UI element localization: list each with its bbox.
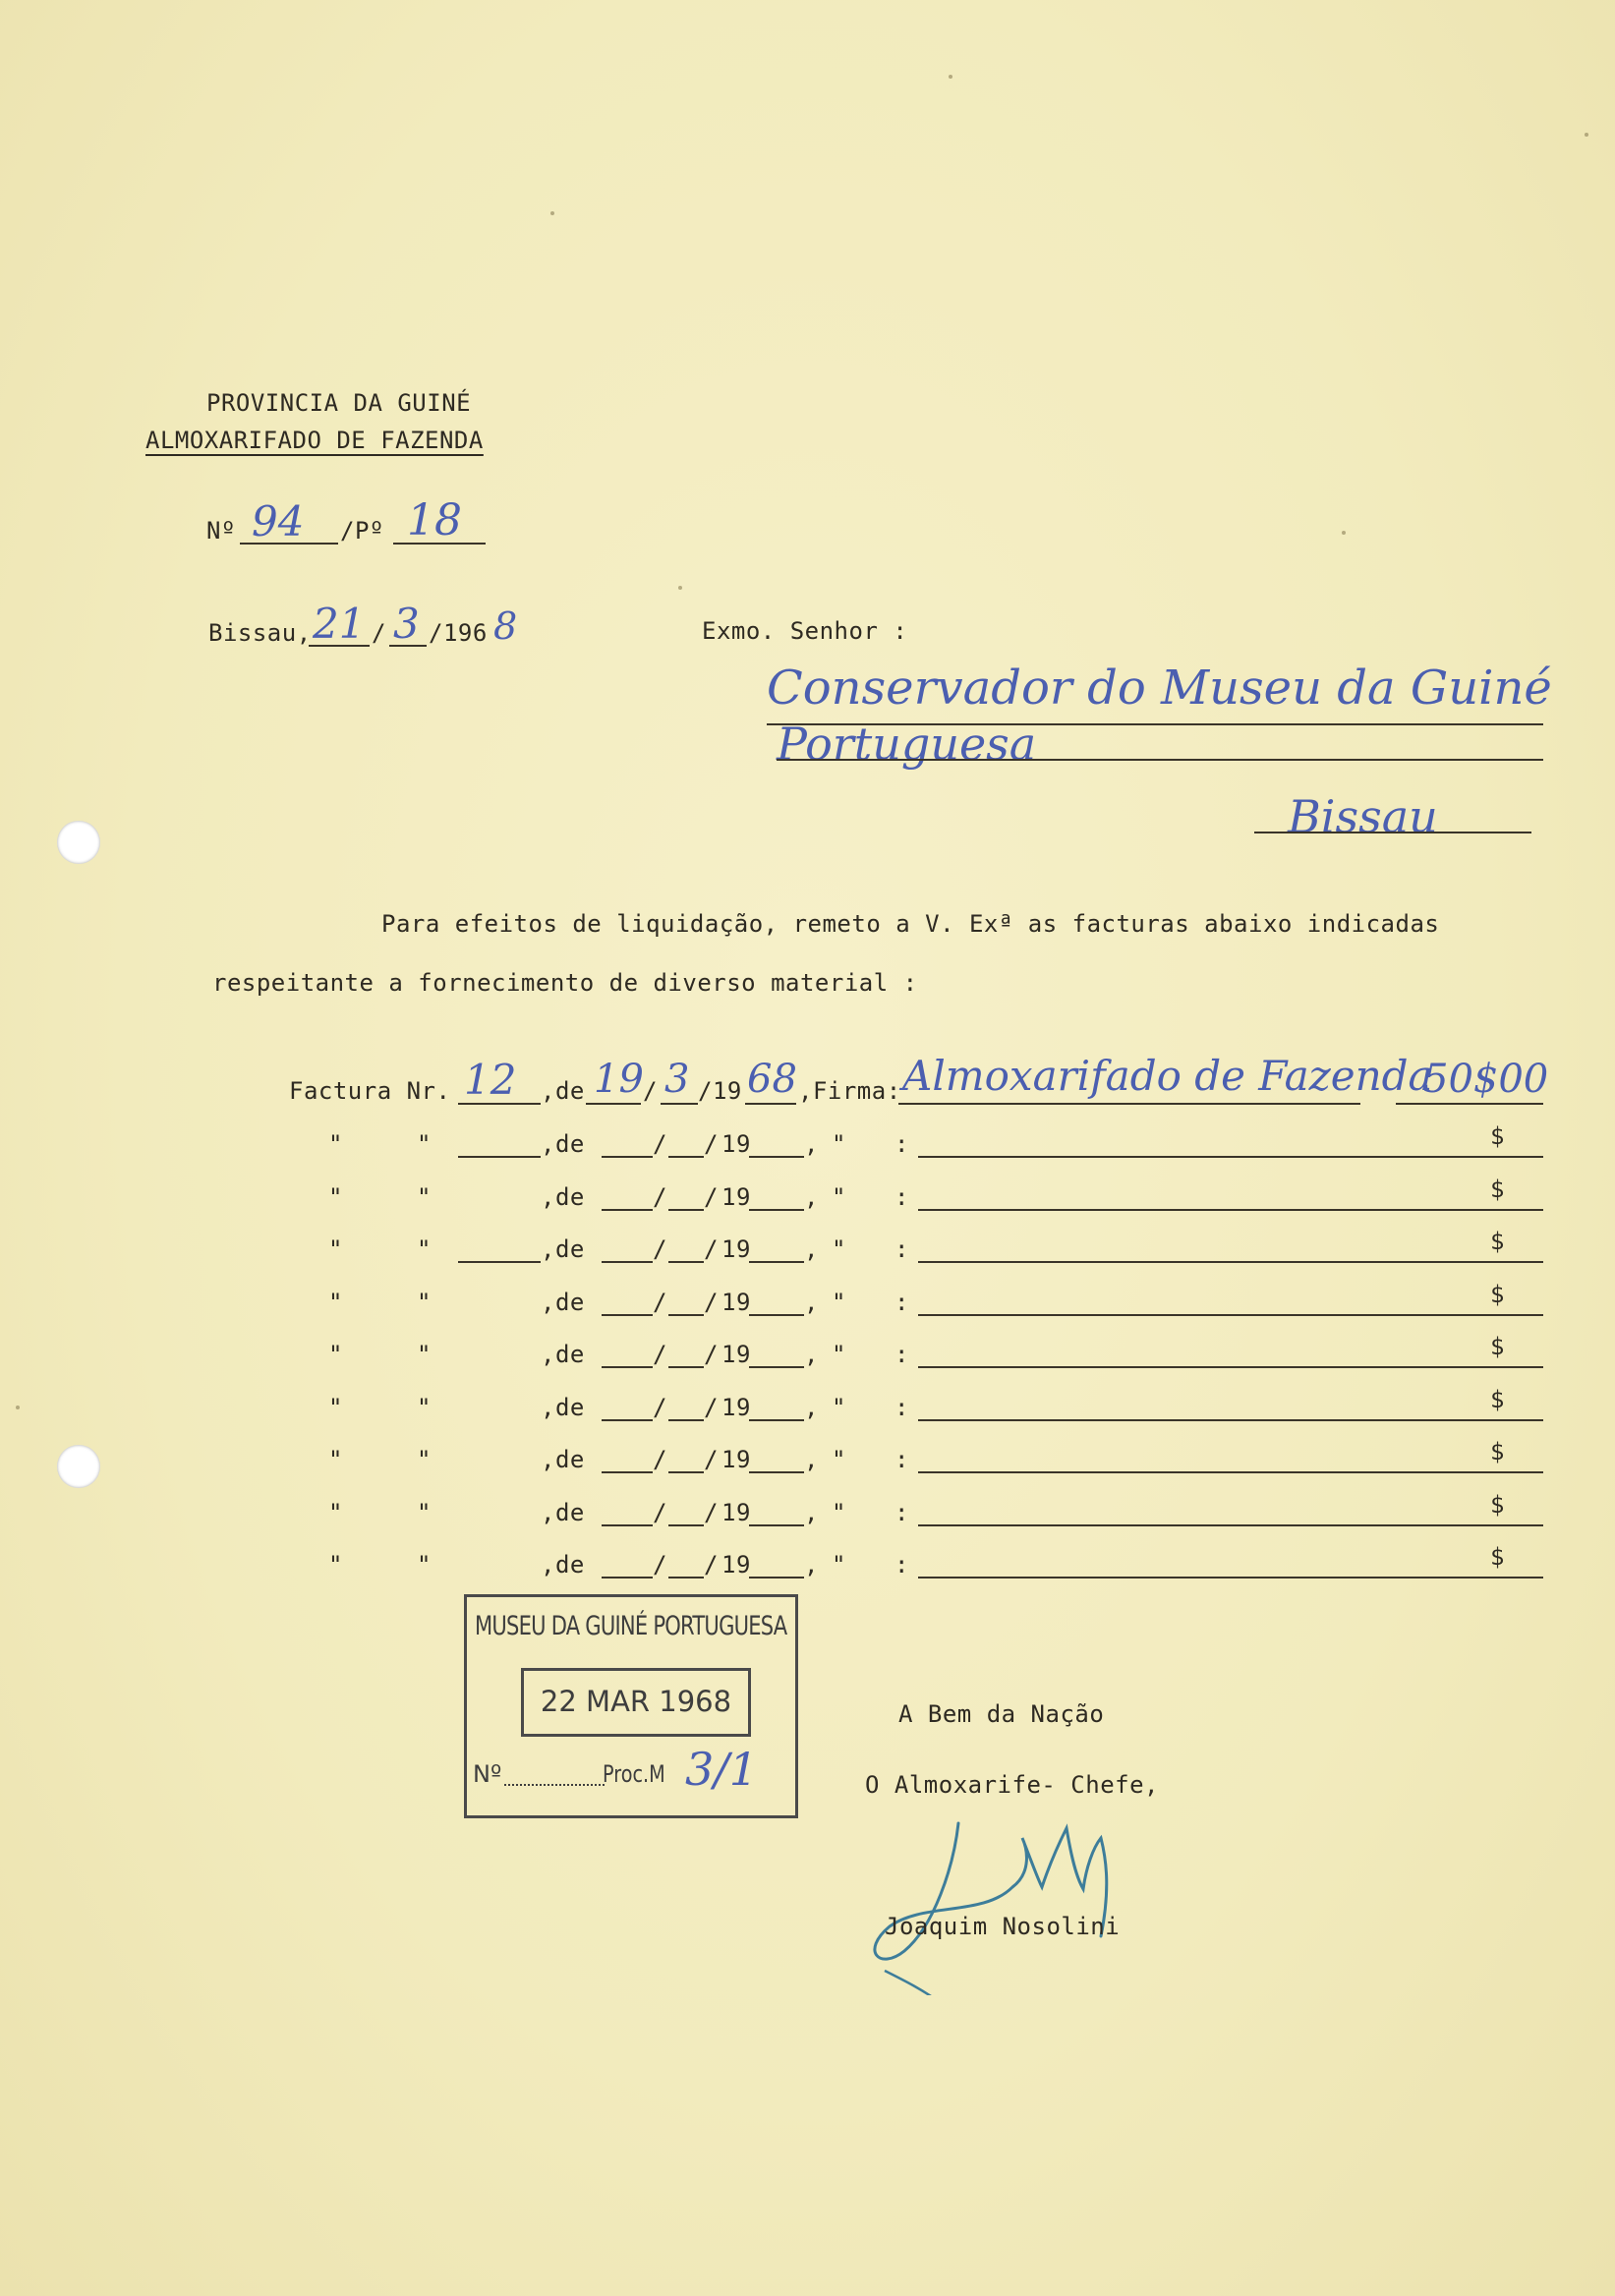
row-comma: , [804,1394,819,1421]
paper-speck [16,1406,20,1409]
date-year-digit: 8 [493,604,518,648]
ditto-mark-2: " [417,1130,432,1158]
row-colon: : [894,1183,909,1211]
row-de-label: ,de [541,1130,585,1158]
paper-speck [550,211,554,215]
row-slash: / [653,1499,667,1526]
row-firma-line [918,1209,1543,1211]
row-year-line [749,1524,804,1526]
row-currency: $ [1490,1228,1505,1255]
ditto-mark-3: " [832,1130,846,1158]
row-year-line [749,1366,804,1368]
paper-speck [1342,531,1346,535]
row-slash: / [653,1183,667,1211]
ditto-mark-1: " [328,1551,343,1578]
row-month-line [668,1209,704,1211]
row-day-line [602,1577,653,1578]
reference-no-label: Nº [206,517,236,545]
body-line1: Para efeitos de liquidação, remeto a V. Exª as facturas abaixo indicadas [381,910,1440,938]
row-currency: $ [1490,1333,1505,1360]
row-year-line [749,1419,804,1421]
row-de-label: ,de [541,1394,585,1421]
row-month-line [668,1577,704,1578]
factura-year-suffix: 68 [747,1057,797,1102]
stamp-proc-value: 3/1 [685,1743,759,1796]
row-day-line [602,1366,653,1368]
row-day-line [602,1419,653,1421]
row-de-label: ,de [541,1499,585,1526]
row-month-line [668,1471,704,1473]
row-currency: $ [1490,1281,1505,1308]
ditto-mark-2: " [417,1289,432,1316]
row-number-line [458,1156,541,1158]
factura-amount-line [1396,1103,1543,1105]
row-month-line [668,1419,704,1421]
row-firma-line [918,1261,1543,1263]
row-currency: $ [1490,1386,1505,1413]
closing-title: O Almoxarife- Chefe, [865,1771,1159,1799]
factura-firma-value: Almoxarifado de Fazenda [902,1052,1433,1100]
ditto-mark-2: " [417,1394,432,1421]
row-slash: / [704,1289,719,1316]
ditto-mark-1: " [328,1341,343,1368]
date-slash: / [372,619,386,647]
row-colon: : [894,1341,909,1368]
ditto-mark-3: " [832,1446,846,1473]
factura-firma-line [898,1103,1360,1105]
row-slash: / [704,1341,719,1368]
ditto-mark-3: " [832,1341,846,1368]
row-currency: $ [1490,1122,1505,1150]
row-slash: / [704,1394,719,1421]
row-comma: , [804,1235,819,1263]
row-year-label: 19 [721,1446,751,1473]
factura-month-line [661,1103,698,1105]
row-colon: : [894,1551,909,1578]
row-year-label: 19 [721,1235,751,1263]
reference-pg-value: 18 [407,495,462,545]
stamp-date-box [521,1668,751,1737]
row-colon: : [894,1499,909,1526]
factura-amount: 50$00 [1423,1057,1549,1102]
ditto-mark-1: " [328,1446,343,1473]
date-place: Bissau, [208,619,312,647]
paper-speck [678,586,682,590]
row-colon: : [894,1130,909,1158]
body-line2: respeitante a fornecimento de diverso material : [212,969,918,997]
row-number-line [458,1261,541,1263]
row-slash: / [704,1235,719,1263]
row-slash: / [704,1446,719,1473]
row-de-label: ,de [541,1235,585,1263]
row-slash: / [704,1130,719,1158]
factura-number: 12 [464,1056,517,1104]
date-month: 3 [393,600,420,648]
row-firma-line [918,1577,1543,1578]
row-day-line [602,1261,653,1263]
department-heading: ALMOXARIFADO DE FAZENDA [145,427,484,454]
ditto-mark-2: " [417,1499,432,1526]
row-month-line [668,1314,704,1316]
row-firma-line [918,1366,1543,1368]
stamp-proc-label: Proc.M [603,1760,665,1788]
ditto-mark-3: " [832,1499,846,1526]
row-firma-line [918,1314,1543,1316]
reference-pg-label: /Pº [340,517,384,545]
row-slash: / [653,1551,667,1578]
row-comma: , [804,1341,819,1368]
row-colon: : [894,1289,909,1316]
ditto-mark-3: " [832,1289,846,1316]
row-day-line [602,1524,653,1526]
row-currency: $ [1490,1491,1505,1519]
row-year-line [749,1577,804,1578]
ditto-mark-3: " [832,1183,846,1211]
row-de-label: ,de [541,1341,585,1368]
row-de-label: ,de [541,1446,585,1473]
row-year-line [749,1261,804,1263]
row-year-line [749,1471,804,1473]
ditto-mark-1: " [328,1394,343,1421]
date-year-prefix: /196 [429,619,488,647]
ditto-mark-1: " [328,1289,343,1316]
addressee-line1: Conservador do Museu da Guiné [767,660,1552,716]
factura-label: Factura Nr. [289,1077,451,1105]
factura-slash: / [643,1077,658,1105]
museum-receipt-stamp [464,1594,798,1818]
row-currency: $ [1490,1438,1505,1465]
row-comma: , [804,1183,819,1211]
punch-hole-top [57,821,100,864]
stamp-date: 22 MAR 1968 [540,1685,732,1718]
factura-day-line [586,1103,641,1105]
stamp-no-dots [504,1784,605,1786]
row-comma: , [804,1130,819,1158]
row-comma: , [804,1446,819,1473]
paper-speck [949,75,952,79]
factura-day: 19 [594,1057,644,1102]
row-colon: : [894,1394,909,1421]
addressee-line2-rule [777,759,1543,761]
row-currency: $ [1490,1176,1505,1203]
closing-motto: A Bem da Nação [898,1700,1105,1728]
row-slash: / [653,1446,667,1473]
row-slash: / [653,1341,667,1368]
ditto-mark-3: " [832,1394,846,1421]
ditto-mark-3: " [832,1235,846,1263]
row-de-label: ,de [541,1289,585,1316]
row-colon: : [894,1446,909,1473]
row-year-label: 19 [721,1130,751,1158]
ditto-mark-2: " [417,1446,432,1473]
row-year-label: 19 [721,1551,751,1578]
row-firma-line [918,1524,1543,1526]
row-day-line [602,1209,653,1211]
factura-de: ,de [541,1077,585,1105]
row-year-label: 19 [721,1289,751,1316]
province-heading: PROVINCIA DA GUINÉ [206,389,472,417]
addressee-line2: Portuguesa [777,718,1037,771]
row-de-label: ,de [541,1183,585,1211]
ditto-mark-2: " [417,1341,432,1368]
row-day-line [602,1314,653,1316]
row-firma-line [918,1471,1543,1473]
stamp-no-label: Nº [473,1760,502,1788]
row-day-line [602,1471,653,1473]
row-year-label: 19 [721,1341,751,1368]
ditto-mark-2: " [417,1235,432,1263]
ditto-mark-1: " [328,1499,343,1526]
row-year-label: 19 [721,1499,751,1526]
factura-month: 3 [664,1057,690,1102]
row-month-line [668,1366,704,1368]
row-colon: : [894,1235,909,1263]
row-day-line [602,1156,653,1158]
row-year-line [749,1209,804,1211]
ditto-mark-2: " [417,1183,432,1211]
row-slash: / [653,1289,667,1316]
row-firma-line [918,1156,1543,1158]
row-year-label: 19 [721,1394,751,1421]
ditto-mark-2: " [417,1551,432,1578]
row-month-line [668,1156,704,1158]
addressee-line3-rule [1254,832,1531,833]
row-comma: , [804,1499,819,1526]
row-slash: / [653,1394,667,1421]
signatory-name: Joaquim Nosolini [885,1913,1121,1940]
ditto-mark-1: " [328,1183,343,1211]
ditto-mark-1: " [328,1235,343,1263]
row-comma: , [804,1551,819,1578]
factura-year-line [745,1103,796,1105]
row-slash: / [704,1183,719,1211]
stamp-institution: MUSEU DA GUINÉ PORTUGUESA [475,1611,787,1641]
row-slash: / [653,1235,667,1263]
row-de-label: ,de [541,1551,585,1578]
row-currency: $ [1490,1543,1505,1571]
salutation: Exmo. Senhor : [702,617,908,645]
row-year-line [749,1156,804,1158]
row-firma-line [918,1419,1543,1421]
addressee-line3: Bissau [1288,790,1438,843]
ditto-mark-1: " [328,1130,343,1158]
row-year-line [749,1314,804,1316]
punch-hole-bottom [57,1445,100,1488]
ditto-mark-3: " [832,1551,846,1578]
row-slash: / [653,1130,667,1158]
row-comma: , [804,1289,819,1316]
handwritten-signature [865,1779,1140,1995]
factura-year-prefix: /19 [698,1077,742,1105]
row-month-line [668,1261,704,1263]
factura-firma-label: ,Firma: [798,1077,901,1105]
reference-no-value: 94 [252,497,305,545]
row-year-label: 19 [721,1183,751,1211]
row-slash: / [704,1551,719,1578]
row-slash: / [704,1499,719,1526]
paper-speck [1585,133,1588,137]
row-month-line [668,1524,704,1526]
date-day: 21 [313,600,366,648]
